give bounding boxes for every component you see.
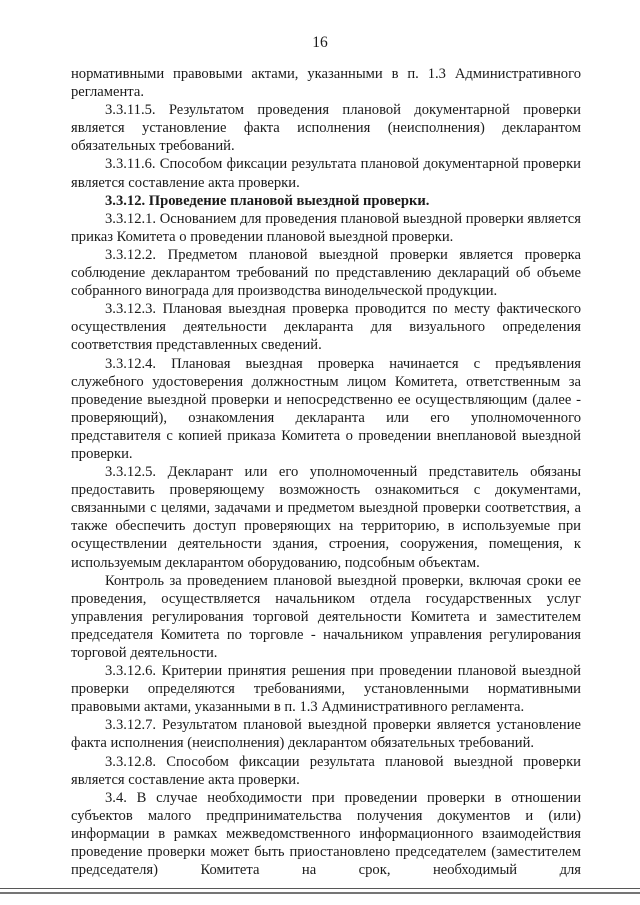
paragraph-3-3-11-5: 3.3.11.5. Результатом проведения плановой документарной проверки является установление факта исполнения (неисполнения) декларантом обязательных требований.: [71, 102, 581, 155]
document-body: [71, 65, 581, 879]
paragraph-3-3-12-1: 3.3.12.1. Основанием для проведения плановой выездной проверки является приказ Комитета о проведении плановой выездной проверки.: [71, 210, 581, 245]
paragraph-3-3-12-5: 3.3.12.5. Декларант или его уполномоченный представитель обязаны предоставить проверяющему возможность ознакомиться с документами, связанными с целями, задачами и предметом выездной проверки соответствия, а также обеспечить доступ проверяющих на территорию, в используемые при осуществлении деятельности здания, строения, сооружения, помещения, к используемым декларантом оборудованию, подсобным объектам.: [71, 464, 581, 571]
paragraph-control: Контроль за проведением плановой выездной проверки, включая сроки ее проведения, осуществляется начальником отдела государственных услуг управления регулирования торговой деятельности Комитета и заместителем председателя Комитета по торговле - начальником управления регулирования торговой деятельности.: [71, 572, 581, 661]
paragraph-3-3-11-6: 3.3.11.6. Способом фиксации результата плановой документарной проверки является составление акта проверки.: [71, 156, 581, 191]
paragraph-3-4: 3.4. В случае необходимости при проведении проверки в отношении субъектов малого предпринимательства получения документов и (или) информации в рамках межведомственного информационного взаимодействия проведение проверки может быть приостановлено председателем (заместителем председателя) Комитета на срок, необходимый для: [71, 789, 581, 879]
paragraph-3-3-12-8: 3.3.12.8. Способом фиксации результата плановой выездной проверки является составление акта проверки.: [71, 753, 581, 788]
paragraph-3-3-12-7: 3.3.12.7. Результатом плановой выездной проверки является установление факта исполнения (неисполнения) декларантом обязательных требований.: [71, 717, 581, 752]
page-number: 16: [312, 34, 328, 51]
paragraph-3-3-12-2: 3.3.12.2. Предметом плановой выездной проверки является проверка соблюдение декларантом требований по представлению деклараций об объеме собранного винограда для производства винодельческой продукции.: [71, 246, 581, 300]
paragraph-3-3-12-3: 3.3.12.3. Плановая выездная проверка проводится по месту фактического осуществления деятельности декларанта для визуального определения соответствия представленных сведений.: [71, 301, 581, 354]
scan-edge-line: [0, 892, 640, 894]
paragraph-3-3-12-4: 3.3.12.4. Плановая выездная проверка начинается с предъявления служебного удостоверения должностным лицом Комитета, ответственным за проведение выездной проверки и непосредственно ее осуществляющим (далее - проверяющий), ознакомления декларанта или его уполномоченного представителя с копией приказа Комитета о проведении внеплановой выездной проверки.: [71, 355, 581, 462]
section-heading-3-3-12: 3.3.12. Проведение плановой выездной проверки.: [105, 192, 430, 209]
paragraph-continuation: нормативными правовыми актами, указанными в п. 1.3 Административного регламента.: [71, 66, 581, 101]
scan-edge-line: [0, 888, 640, 889]
paragraph-3-3-12-6: 3.3.12.6. Критерии принятия решения при проведении плановой выездной проверки определяются требованиями, установленными нормативными правовыми актами, указанными в п. 1.3 Административного регламента.: [71, 663, 581, 716]
